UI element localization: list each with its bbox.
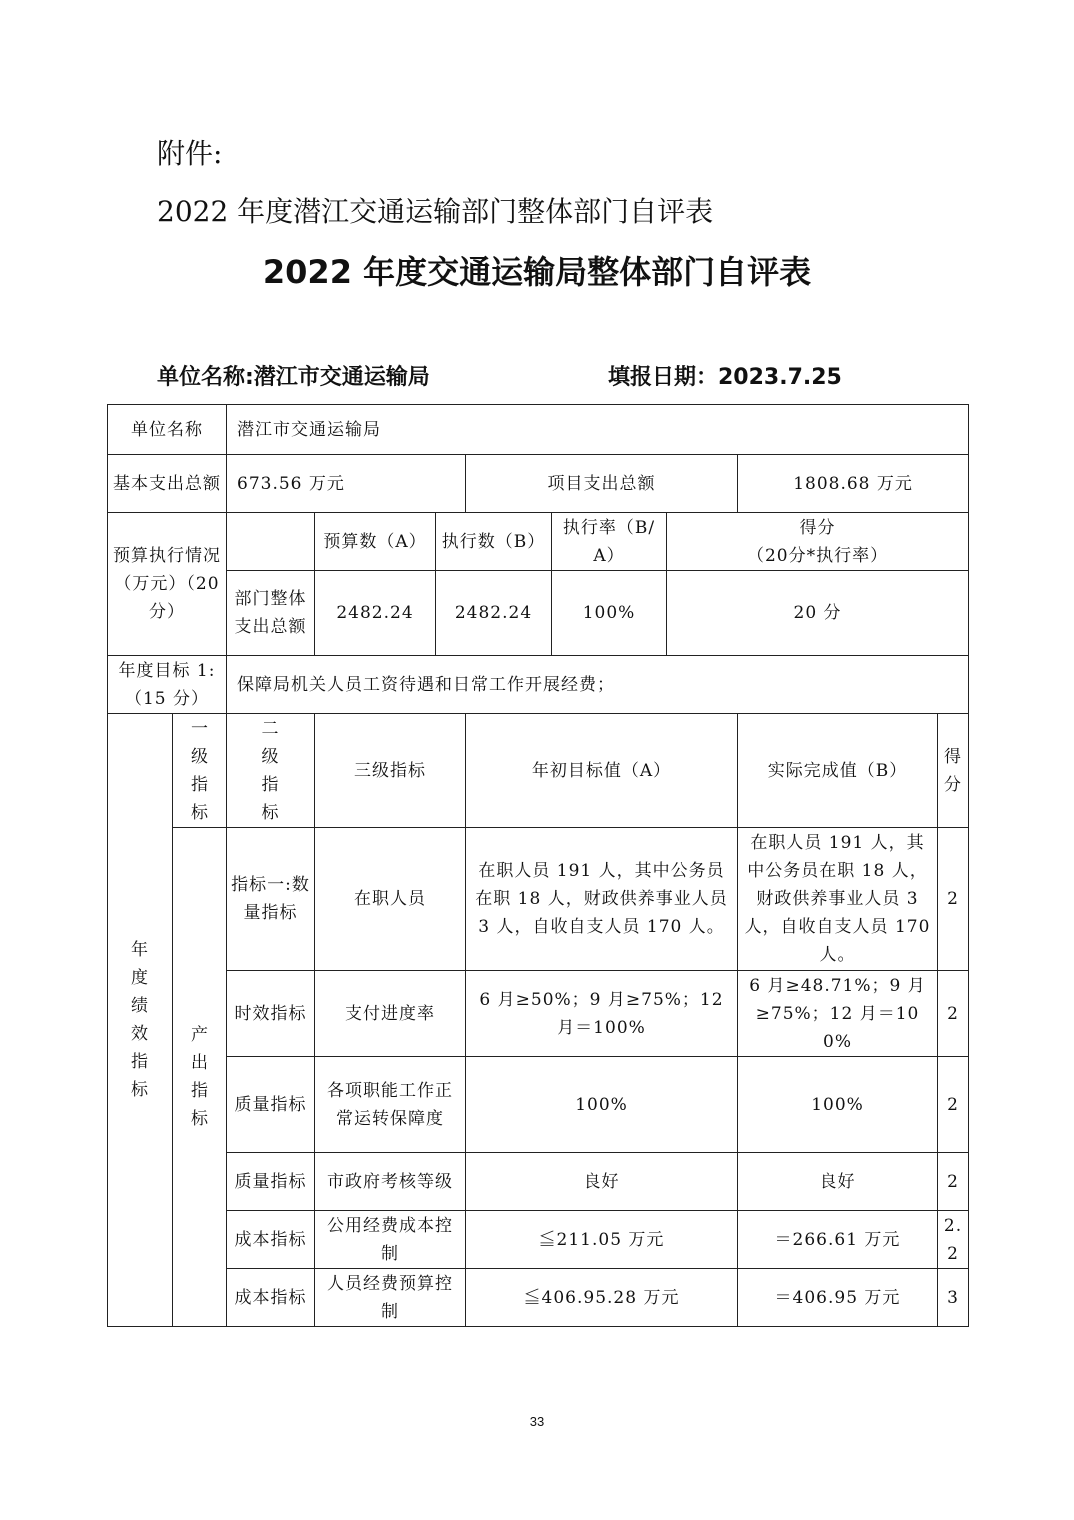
executed-value: 2482.24 — [436, 571, 552, 656]
level1-header-text: 一级指标 — [191, 718, 209, 823]
report-date-line: 填报日期：2023.7.25 — [608, 365, 842, 390]
row-level3: 各项职能工作正常运转保障度 — [315, 1057, 466, 1153]
row-target: ≦406.95.28 万元 — [466, 1269, 738, 1327]
row-score: 2 — [938, 828, 969, 971]
score-header-text: 得分 — [799, 517, 836, 538]
basic-expense-value: 673.56 万元 — [227, 455, 466, 513]
basic-expense-label: 基本支出总额 — [108, 455, 227, 513]
unit-name-label: 单位名称 — [108, 405, 227, 455]
page-title: 2022 年度交通运输局整体部门自评表 — [262, 253, 812, 291]
row-actual: ＝266.61 万元 — [738, 1211, 938, 1269]
output-indicators-label — [173, 828, 227, 1327]
row-level2: 时效指标 — [227, 971, 315, 1057]
row-target: ≦211.05 万元 — [466, 1211, 738, 1269]
row-score: 2.2 — [938, 1211, 969, 1269]
budget-header: 预算数（A） — [315, 513, 436, 571]
row-level3: 市政府考核等级 — [315, 1153, 466, 1211]
row-score: 2 — [938, 1153, 969, 1211]
attachment-label: 附件: — [157, 137, 223, 170]
executed-header: 执行数（B） — [436, 513, 552, 571]
score-header-note: （20分*执行率） — [746, 545, 889, 566]
row-level2: 质量指标 — [227, 1057, 315, 1153]
row-actual: 在职人员 191 人，其中公务员在职 18 人，财政供养事业人员 3 人，自收自支人员 170 人。 — [738, 828, 938, 971]
evaluation-table — [107, 404, 969, 1327]
row-target: 良好 — [466, 1153, 738, 1211]
document-subtitle: 2022 年度潜江交通运输部门整体部门自评表 — [157, 195, 714, 228]
budget-value: 2482.24 — [315, 571, 436, 656]
level2-header — [227, 714, 315, 828]
goal-value: 保障局机关人员工资待遇和日常工作开展经费； — [227, 656, 969, 714]
row-level2: 成本指标 — [227, 1211, 315, 1269]
goal-label: 年度目标 1:（15 分） — [108, 656, 227, 714]
row-level3: 支付进度率 — [315, 971, 466, 1057]
budget-section-label: 预算执行情况（万元）（20分） — [108, 513, 227, 656]
row-level3: 人员经费预算控制 — [315, 1269, 466, 1327]
rate-header: 执行率（B/A） — [552, 513, 667, 571]
row-score: 2 — [938, 971, 969, 1057]
page-number: 33 — [529, 1414, 545, 1429]
unit-name-value: 潜江市交通运输局 — [227, 405, 969, 455]
budget-row-label: 部门整体支出总额 — [227, 571, 315, 656]
row-level3: 公用经费成本控制 — [315, 1211, 466, 1269]
perf-label-text: 年度绩效指标 — [131, 940, 149, 1100]
target-header: 年初目标值（A） — [466, 714, 738, 828]
actual-header: 实际完成值（B） — [738, 714, 938, 828]
row-level2: 成本指标 — [227, 1269, 315, 1327]
budget-score-value: 20 分 — [667, 571, 969, 656]
score-header: 得分 — [938, 714, 969, 828]
unit-name-line: 单位名称:潜江市交通运输局 — [157, 365, 430, 390]
level3-header: 三级指标 — [315, 714, 466, 828]
budget-score-header — [667, 513, 969, 571]
row-score: 2 — [938, 1057, 969, 1153]
row-actual: 良好 — [738, 1153, 938, 1211]
level1-header — [173, 714, 227, 828]
rate-value: 100% — [552, 571, 667, 656]
row-actual: 6 月≥48.71%；9 月≥75%；12 月＝100% — [738, 971, 938, 1057]
row-level3: 在职人员 — [315, 828, 466, 971]
level2-header-text: 二级指标 — [261, 718, 280, 823]
output-label-text: 产出指标 — [191, 1025, 209, 1129]
project-expense-value: 1808.68 万元 — [738, 455, 969, 513]
row-level2: 指标一:数量指标 — [227, 828, 315, 971]
row-target: 在职人员 191 人，其中公务员在职 18 人，财政供养事业人员 3 人，自收自支人员 170 人。 — [466, 828, 738, 971]
row-actual: ＝406.95 万元 — [738, 1269, 938, 1327]
budget-blank-header — [227, 513, 315, 571]
row-actual: 100% — [738, 1057, 938, 1153]
perf-indicators-label — [108, 714, 173, 1327]
row-target: 100% — [466, 1057, 738, 1153]
row-target: 6 月≥50%；9 月≥75%；12 月＝100% — [466, 971, 738, 1057]
project-expense-label: 项目支出总额 — [466, 455, 738, 513]
row-score: 3 — [938, 1269, 969, 1327]
row-level2: 质量指标 — [227, 1153, 315, 1211]
